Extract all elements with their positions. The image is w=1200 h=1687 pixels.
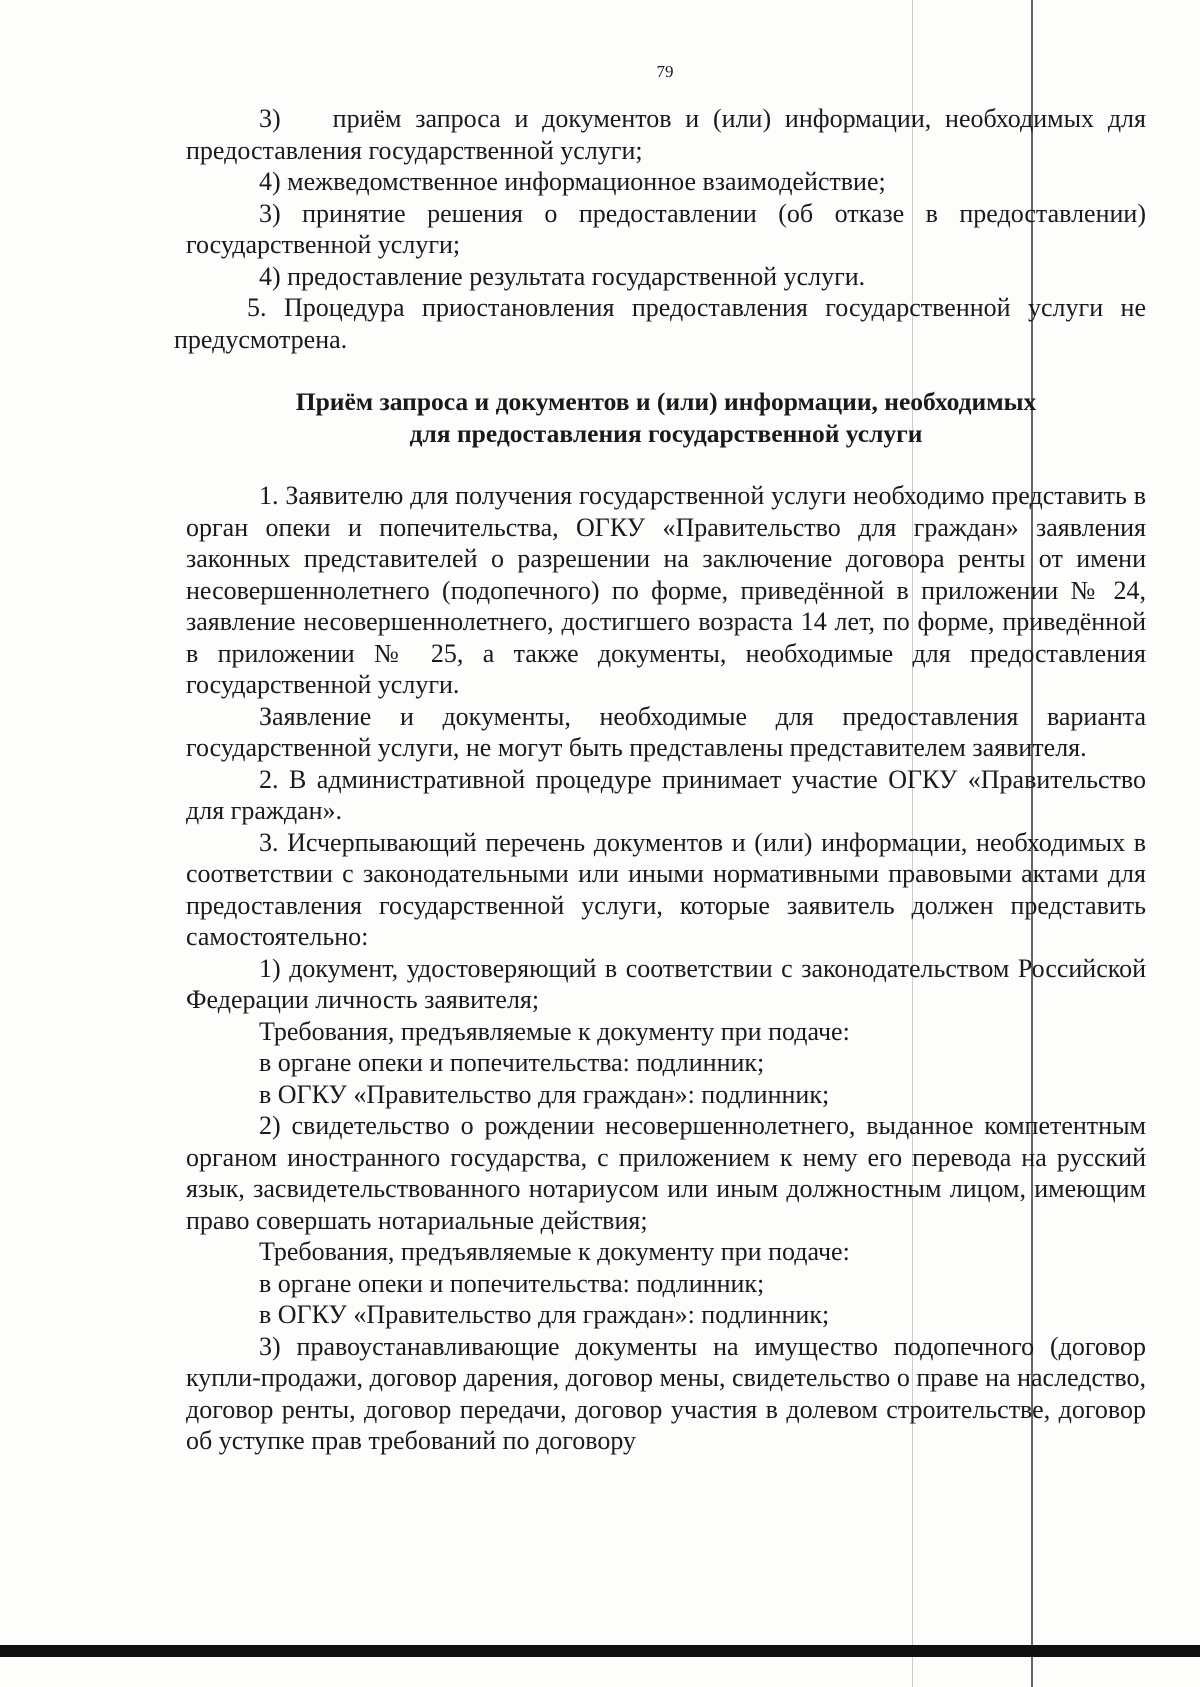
section-heading-line: для предоставления государственной услуги — [409, 418, 923, 448]
paragraph: 4) предоставление результата государственной услуги. — [259, 261, 866, 291]
paragraph: 3) правоустанавливающие документы на имущество подопечного (договор купли-продажи, договор дарения, договор мены, свидетельство о праве на наследство, договор ренты, договор передачи, договор участия в долевом строительстве, договор об уступке прав требований по договору — [186, 1331, 1146, 1455]
paragraph: Заявление и документы, необходимые для предоставления варианта государственной услуги, не могут быть представлены представителем заявителя. — [186, 701, 1146, 762]
scan-bottom-edge — [0, 1645, 1200, 1657]
paragraph: 1) документ, удостоверяющий в соответствии с законодательством Российской Федерации личность заявителя; — [186, 953, 1146, 1014]
paragraph: Требования, предъявляемые к документу при подаче: — [259, 1016, 850, 1046]
paragraph: в органе опеки и попечительства: подлинник; — [259, 1048, 765, 1077]
paragraph: 3) принятие решения о предоставлении (об отказе в предоставлении) государственной услуги; — [186, 198, 1146, 259]
paragraph: 2. В административной процедуре принимает участие ОГКУ «Правительство для граждан». — [186, 764, 1146, 825]
paragraph: 4) межведомственное информационное взаимодействие; — [259, 167, 886, 196]
paragraph: 1. Заявителю для получения государственной услуги необходимо представить в орган опеки и попечительства, ОГКУ «Правительство для граждан» заявления законных представителей о разрешении на заключение договора ренты от имени несовершеннолетнего (подопечного) по форме, приведённой в приложении № 24, заявление несовершеннолетнего, достигшего возраста 14 лет, по форме, приведённой в приложении № 25, а также документы, необходимые для предоставления государственной услуги. — [186, 481, 1146, 699]
paragraph: в ОГКУ «Правительство для граждан»: подлинник; — [259, 1300, 830, 1329]
section-heading — [186, 386, 1146, 449]
paragraph: в ОГКУ «Правительство для граждан»: подлинник; — [259, 1079, 830, 1109]
page-number: 79 — [656, 62, 674, 81]
section-heading-line: Приём запроса и документов и (или) информации, необходимых — [295, 387, 1037, 416]
paragraph: 3) приём запроса и документов и (или) информации, необходимых для предоставления государственной услуги; — [186, 104, 1146, 165]
paragraph: 2) свидетельство о рождении несовершеннолетнего, выданное компетентным органом иностранного государства, с приложением к нему его перевода на русский язык, засвидетельствованного нотариусом или иным должностным лицом, имеющим право совершать нотариальные действия; — [186, 1111, 1146, 1235]
paragraph: 5. Процедура приостановления предоставления государственной услуги не предусмотрена. — [174, 293, 1146, 354]
document-body — [174, 103, 1146, 1457]
paragraph: в органе опеки и попечительства: подлинник; — [259, 1268, 765, 1298]
paragraph: 3. Исчерпывающий перечень документов и (или) информации, необходимых в соответствии с законодательными или иными нормативными правовыми актами для предоставления государственной услуги, которые заявитель должен представить самостоятельно: — [186, 827, 1146, 951]
paragraph: Требования, предъявляемые к документу при подаче: — [259, 1237, 850, 1266]
